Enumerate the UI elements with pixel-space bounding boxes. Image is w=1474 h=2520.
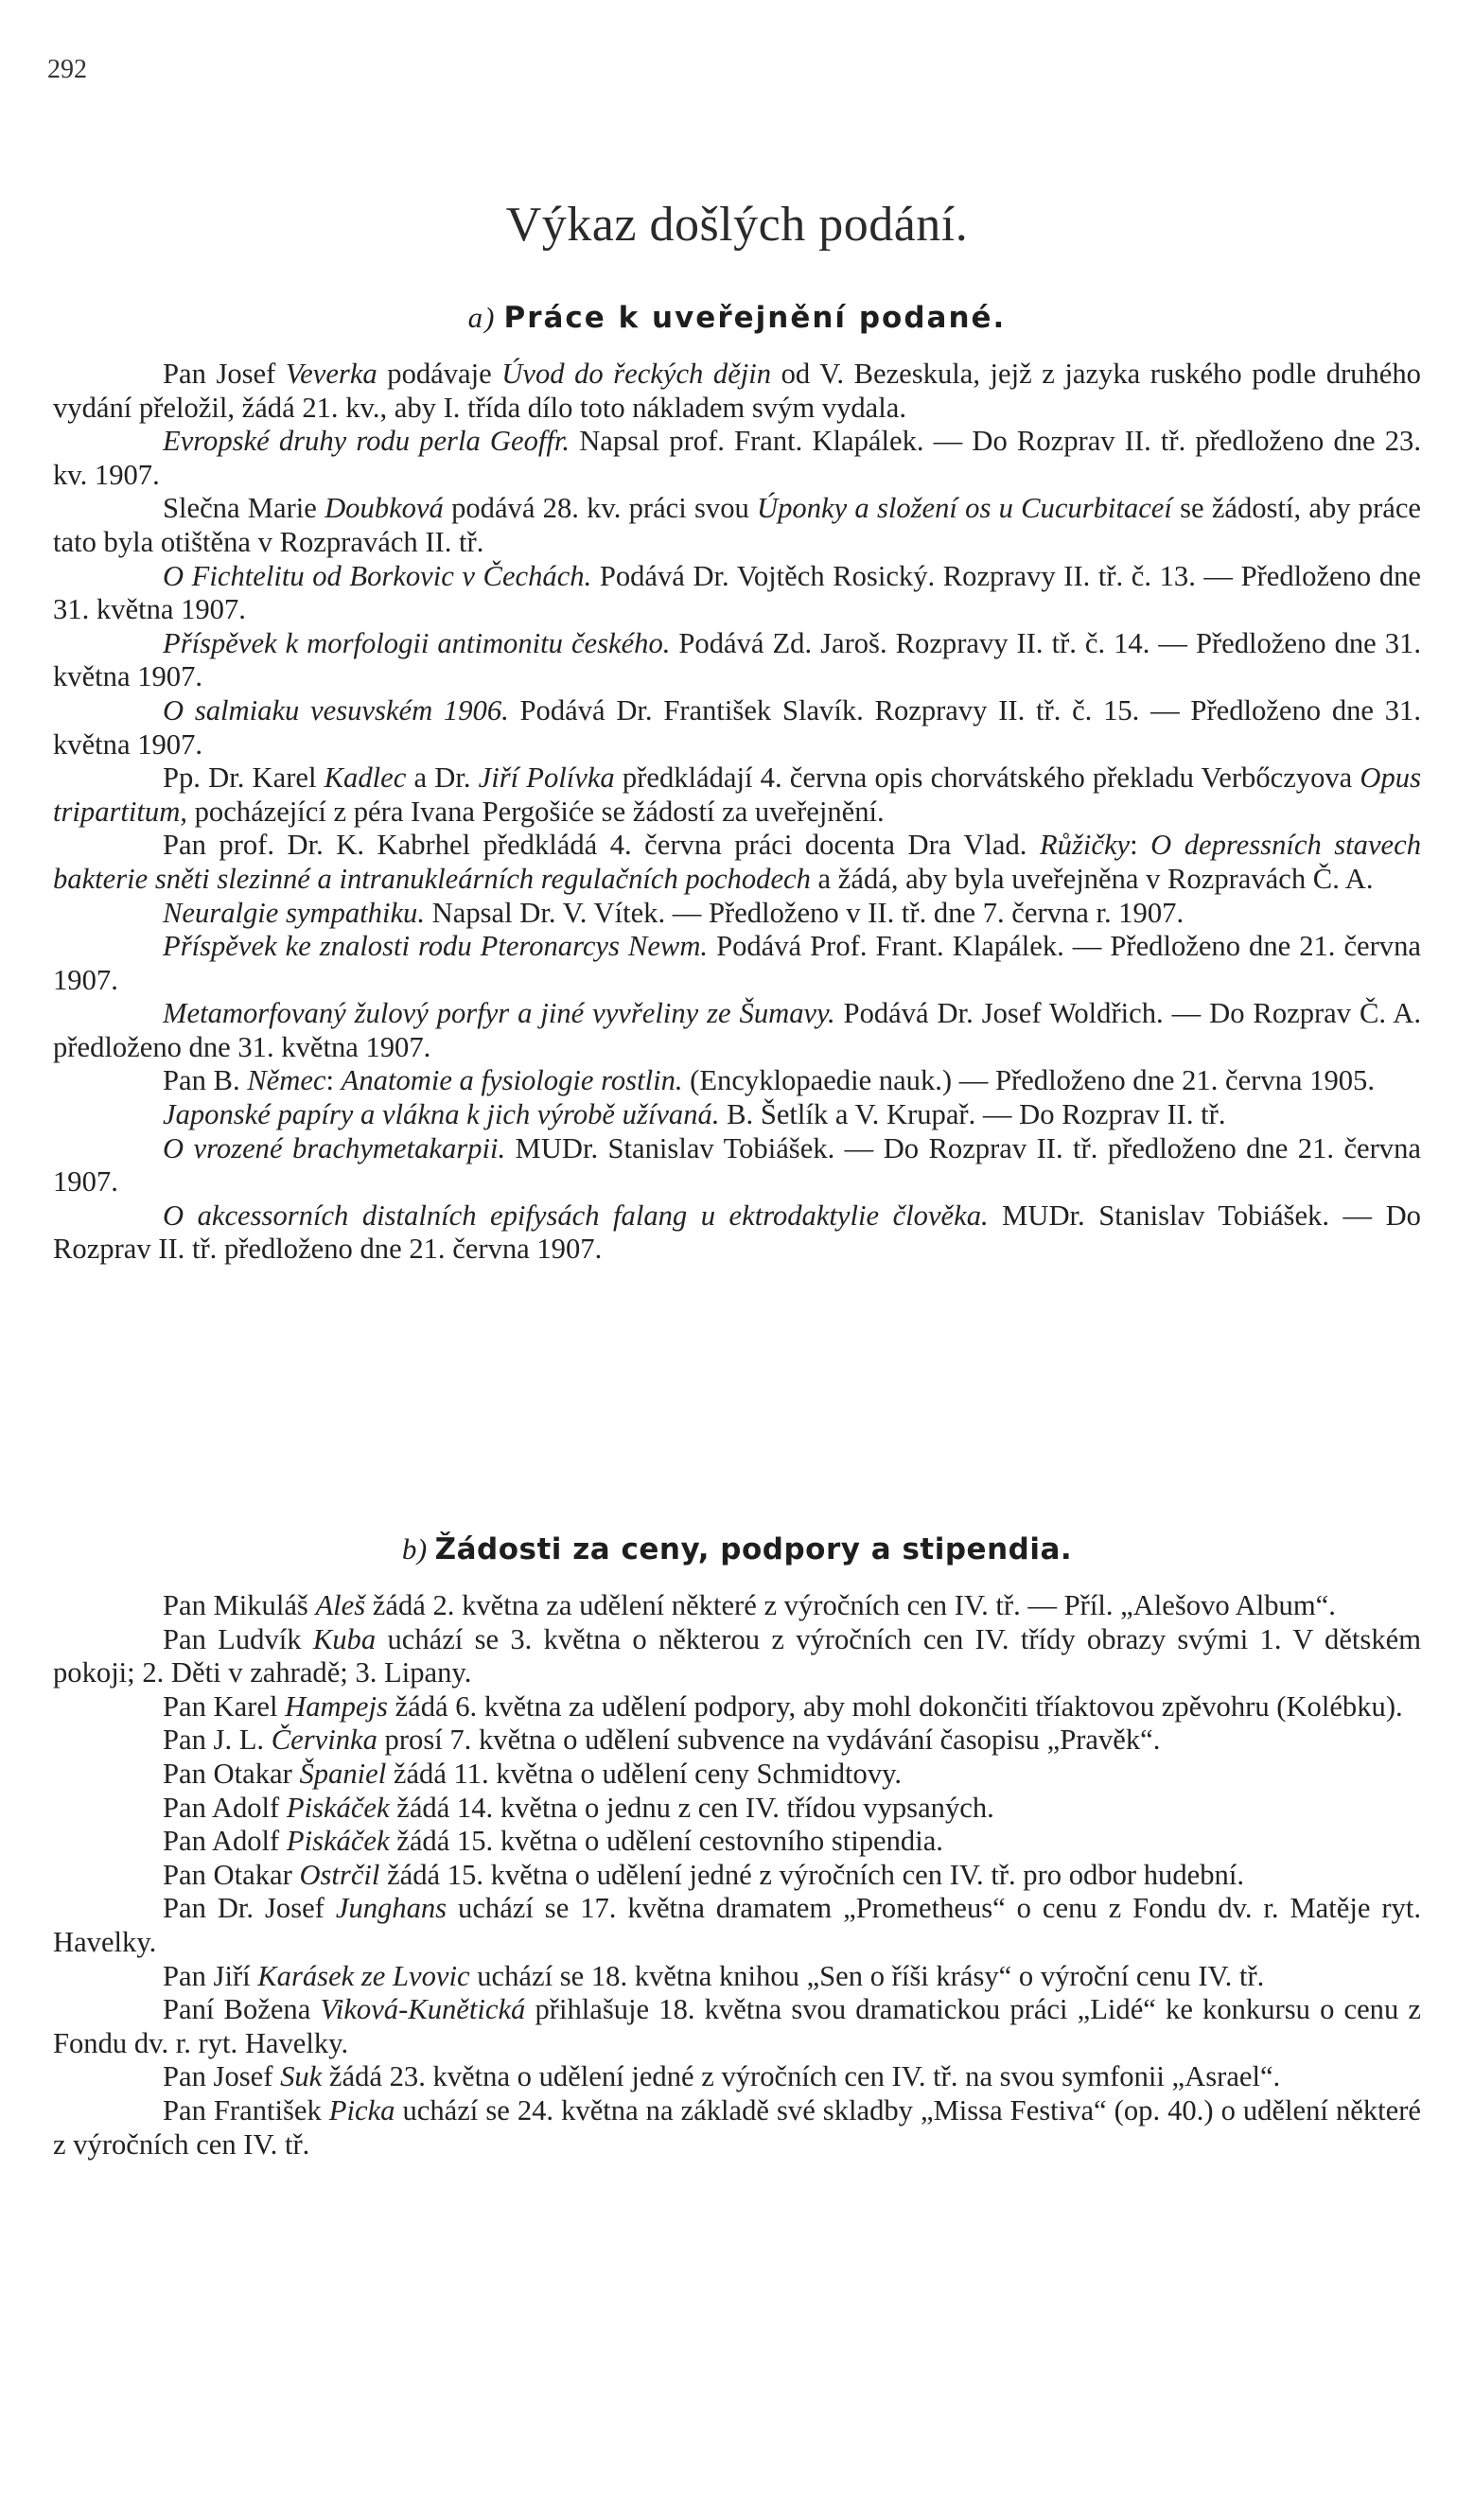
entry-paragraph [53,560,1421,627]
entry-paragraph [53,897,1421,931]
entry-paragraph [53,1993,1421,2060]
entry-italic-text: Picka [328,2093,395,2126]
entry-text: žádá 11. května o udělení ceny Schmidtovy. [386,1757,903,1790]
entry-text: se žádostí, aby práce tato byla otištěna v Rozpravách II. tř. [53,492,1421,558]
entry-italic-text: Evropské druhy rodu perla Geoffr. [163,425,570,458]
page-title: Výkaz došlých podání. [505,198,969,252]
entry-italic-text: Příspěvek k morfologii antimonitu českého. [163,626,671,659]
entry-text: podávaje [377,358,502,390]
entry-paragraph [53,1792,1421,1826]
entry-text: Paní Božena [163,1993,321,2026]
entry-italic-text: Japonské papíry a vlákna k jich výrobě užívaná. [163,1098,720,1131]
entry-paragraph [53,1064,1421,1098]
entry-text: Pan Jiří [163,1959,258,1992]
entry-paragraph [53,1892,1421,1959]
entry-paragraph [53,358,1421,425]
entry-italic-text: Příspěvek ke znalosti rodu Pteronarcys Newm. [163,930,709,963]
entry-italic-text: Anatomie a fysiologie rostlin. [341,1064,683,1097]
entry-paragraph [53,1724,1421,1758]
entry-text: žádá 6. května za udělení podpory, aby mohl dokončiti tříaktovou zpěvohru (Kolébku). [387,1689,1403,1723]
entry-text: žádá 2. května za udělení některé z výročních cen IV. tř. — Příl. „Alešovo Album“. [365,1589,1336,1621]
entry-text: uchází se 3. května o některou z výročních cen IV. třídy obrazy svými 1. V dětském pokoji; 2. Děti v zahradě; 3. Lipany. [53,1622,1421,1689]
entry-text: žádá 15. května o udělení cestovního stipendia. [389,1825,943,1858]
entry-paragraph [53,1859,1421,1893]
entry-paragraph [53,1825,1421,1859]
entry-paragraph [53,492,1421,559]
entry-italic-text: Piskáček [286,1791,390,1824]
entry-text: Pan Josef [163,358,286,390]
entry-italic-text: Němec [247,1064,326,1097]
entry-italic-text: Neuralgie sympathiku. [163,896,426,929]
entry-italic-text: Španiel [299,1757,387,1790]
entry-text: Podává Dr. Josef Woldřich. — Do Rozprav Č. A. předloženo dne 31. května 1907. [53,997,1421,1063]
entry-text: B. Šetlík a V. Krupař. — Do Rozprav II. tř. [719,1098,1226,1131]
entry-italic-text: Úponky a složení os u Cucurbitaceí [757,492,1172,525]
entry-text: Pan Karel [163,1689,286,1723]
entry-paragraph [53,1690,1421,1724]
entry-italic-text: Kuba [312,1622,377,1655]
entry-text: uchází se 24. května na základě své skladby „Missa Festiva“ (op. 40.) o udělení některé z výročních cen IV. tř. [53,2093,1421,2161]
entry-text: a Dr. [406,761,479,795]
entry-paragraph [53,1623,1421,1690]
entry-italic-text: Ostrčil [299,1858,380,1891]
entry-text: žádá 14. května o jednu z cen IV. třídou vypsaných. [389,1791,994,1824]
section-letter: a) [467,301,497,334]
entry-italic-text: O salmiaku vesuvském 1906. [163,693,509,726]
entry-italic-text: Veverka [285,358,377,390]
entry-text: žádá 15. května o udělení jedné z výročních cen IV. tř. pro odbor hudební. [379,1858,1244,1891]
entry-text: předkládají 4. června opis chorvátského překladu Verbőczyova [614,761,1360,795]
entry-paragraph [53,425,1421,492]
entry-paragraph [53,761,1421,829]
entry-italic-text: O akcessorních distalních epifysách falang u ektrodaktylie člověka. [163,1199,989,1232]
entry-text: Napsal prof. Frant. Klapálek. — Do Rozprav II. tř. předloženo dne 23. kv. 1907. [53,425,1422,491]
entry-paragraph [53,1960,1421,1994]
entry-text: Pan Dr. Josef [163,1892,336,1925]
entry-text: uchází se 18. května knihou „Sen o říši krásy“ o výroční cenu IV. tř. [469,1959,1265,1992]
entry-paragraph [53,2060,1421,2094]
entry-text: Slečna Marie [163,492,325,525]
entry-text: Pan Adolf [163,1791,287,1824]
section-letter: b) [401,1532,428,1566]
entry-text: Podává Zd. Jaroš. Rozpravy II. tř. č. 14. — Předloženo dne 31. května 1907. [53,626,1421,693]
entry-italic-text: Suk [280,2060,323,2093]
entry-text: MUDr. Stanislav Tobiášek. — Do Rozprav II. tř. předloženo dne 21. června 1907. [53,1199,1421,1266]
entry-paragraph [53,930,1421,997]
section-submitted-works [53,301,1421,1267]
entry-italic-text: O Fichtelitu od Borkovic v Čechách. [163,559,592,592]
entry-italic-text: Karásek ze Lvovic [257,1959,470,1992]
entry-text: Napsal Dr. V. Vítek. — Předloženo v II. tř. dne 7. června r. 1907. [425,896,1184,929]
entry-italic-text: Úvod do řeckých dějin [501,358,772,390]
entry-italic-text: Červinka [271,1724,377,1757]
entry-text: (Encyklopaedie nauk.) — Předloženo dne 21. června 1905. [682,1064,1375,1097]
entry-italic-text: Viková-Kunětická [320,1993,526,2026]
entry-paragraph [53,1199,1421,1267]
entry-paragraph [53,1589,1421,1623]
entry-italic-text: Opus tripartitum, [53,761,1421,828]
entry-italic-text: Junghans [335,1892,447,1925]
entry-text: Pan Otakar [163,1757,300,1790]
entry-text: Pan prof. Dr. K. Kabrhel předkládá 4. června práci docenta Dra Vlad. [163,829,1040,862]
entry-paragraph [53,1098,1421,1132]
entry-text: žádá 23. května o udělení jedné z výročních cen IV. tř. na svou symfonii „Asrael“. [322,2060,1281,2093]
entry-text: prosí 7. května o udělení subvence na vydávání časopisu „Pravěk“. [377,1724,1161,1757]
section-heading [53,1532,1421,1566]
entry-italic-text: Hampejs [285,1689,388,1723]
entry-paragraph [53,997,1421,1064]
entry-italic-text: Kadlec [324,761,407,795]
entry-text: Podává Dr. František Slavík. Rozpravy II. tř. č. 15. — Předloženo dne 31. května 1907. [53,693,1421,761]
entry-list [53,358,1421,1267]
entry-text: Pan Ludvík [163,1622,313,1655]
entry-text: : [1130,829,1151,862]
entry-paragraph [53,2094,1421,2161]
entry-text: Pan B. [163,1064,248,1097]
entry-text: Pan Otakar [163,1858,300,1891]
section-requests [53,1532,1421,2161]
section-heading-text: Práce k uveřejnění podané. [503,301,1007,335]
entry-text: uchází se 17. května dramatem „Prometheus“ o cenu z Fondu dv. r. Matěje ryt. Havelky. [53,1892,1421,1958]
entry-italic-text: Růžičky [1039,829,1131,862]
page-number: 292 [47,55,87,84]
entry-italic-text: Jiří Polívka [478,761,615,795]
entry-paragraph [53,694,1421,761]
entry-italic-text: Aleš [315,1589,366,1621]
entry-paragraph [53,1758,1421,1792]
entry-text: přihlašuje 18. května svou dramatickou práci „Lidé“ ke konkursu o cenu z Fondu dv. r. ryt. Havelky. [53,1993,1421,2059]
entry-italic-text: Piskáček [286,1825,390,1858]
entry-text: Pan Adolf [163,1825,287,1858]
section-heading [53,301,1421,335]
entry-text: Pan J. L. [163,1724,272,1757]
section-heading-text: Žádosti za ceny, podpory a stipendia. [434,1532,1073,1566]
entry-paragraph [53,627,1421,694]
entry-paragraph [53,1132,1421,1199]
entry-text: Pan Josef [163,2060,281,2093]
entry-italic-text: Doubková [325,492,444,525]
entry-text: a žádá, aby byla uveřejněna v Rozpravách Č. A. [810,862,1374,895]
entry-text: Pp. Dr. Karel [163,761,325,795]
entry-text: Podává Dr. Vojtěch Rosický. Rozpravy II. tř. č. 13. — Předloženo dne 31. května 1907. [53,559,1421,626]
entry-text: Podává Prof. Frant. Klapálek. — Předloženo dne 21. června 1907. [53,930,1421,996]
entry-text: od V. Bezeskula, jejž z jazyka ruského podle druhého vydání přeložil, žádá 21. kv., aby I. třída dílo toto nákladem svým vydala. [53,358,1421,424]
entry-text: Pan František [163,2093,329,2126]
entry-italic-text: Metamorfovaný žulový porfyr a jiné vyvřeliny ze Šumavy. [163,997,835,1030]
entry-list [53,1589,1421,2161]
entry-text: MUDr. Stanislav Tobiášek. — Do Rozprav II. tř. předloženo dne 21. června 1907. [53,1131,1421,1199]
entry-paragraph [53,829,1421,896]
entry-text: pocházející z péra Ivana Pergošiće se žádostí za uveřejnění. [186,795,885,828]
entry-text: podává 28. kv. práci svou [443,492,758,525]
entry-italic-text: O vrozené brachymetakarpii. [163,1131,506,1164]
entry-text: : [325,1064,342,1097]
entry-text: Pan Mikuláš [163,1589,316,1621]
entry-italic-text: O depressních stavech bakterie sněti slezinné a intranukleárních regulačních pochodech [53,829,1421,895]
